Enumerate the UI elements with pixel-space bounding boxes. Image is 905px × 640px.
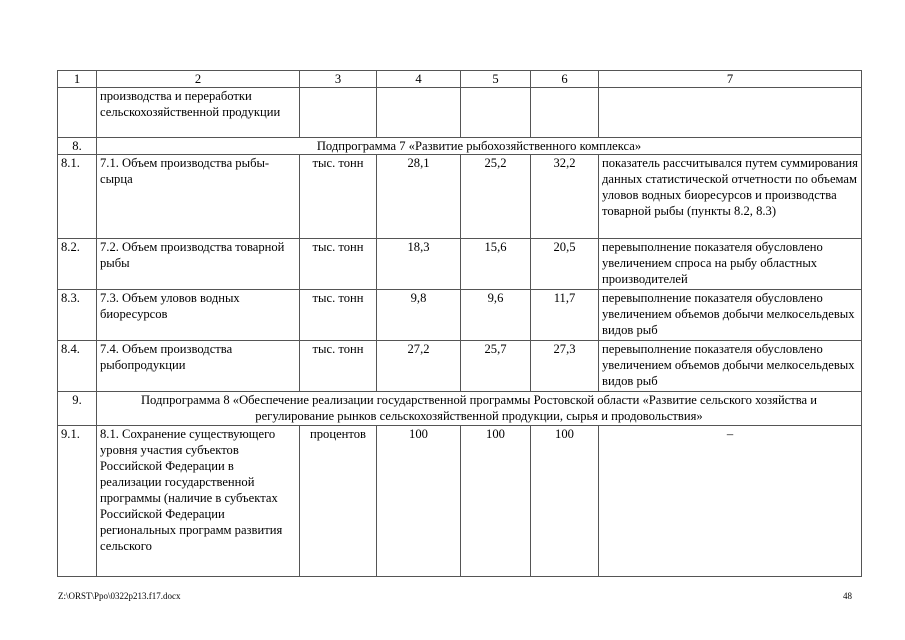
table-row: [58, 426, 862, 577]
header-cell: 1: [58, 71, 97, 88]
value-cell: 18,3: [377, 239, 461, 290]
section-number: 9.: [58, 392, 97, 426]
note-cell: перевыполнение показателя обусловлено увеличением объемов добычи мелкосельдевых видов рыб: [599, 290, 862, 341]
value-cell: 100: [531, 426, 599, 577]
header-row: [58, 71, 862, 88]
value-cell: 32,2: [531, 155, 599, 239]
section-number: 8.: [58, 138, 97, 155]
section-row: [58, 138, 862, 155]
value-cell: 9,8: [377, 290, 461, 341]
unit-cell: тыс. тонн: [300, 290, 377, 341]
value-cell: 15,6: [461, 239, 531, 290]
header-cell: 3: [300, 71, 377, 88]
note-cell: показатель рассчитывался путем суммирования данных статистической отчетности по объемам уловов водных биоресурсов и производства товарной рыбы (пункты 8.2, 8.3): [599, 155, 862, 239]
indicator-name: 8.1. Сохранение существующего уровня участия субъектов Российской Федерации в реализации государственной программы (наличие в субъектах Российской Федерации региональных программ развития сельского: [97, 426, 300, 577]
section-title: Подпрограмма 8 «Обеспечение реализации государственной программы Ростовской области «Развитие сельского хозяйства и регулирование рынков сельскохозяйственной продукции, сырья и продовольствия»: [97, 392, 862, 426]
row-number: 8.4.: [58, 341, 97, 392]
row-number: 8.1.: [58, 155, 97, 239]
file-path: Z:\ORST\Ppo\0322p213.f17.docx: [58, 591, 181, 601]
value-cell: 11,7: [531, 290, 599, 341]
row-number: 9.1.: [58, 426, 97, 577]
indicator-name: 7.2. Объем производства товарной рыбы: [97, 239, 300, 290]
header-cell: 6: [531, 71, 599, 88]
header-cell: 5: [461, 71, 531, 88]
value-cell: 25,2: [461, 155, 531, 239]
note-cell: перевыполнение показателя обусловлено увеличением объемов добычи мелкосельдевых видов рыб: [599, 341, 862, 392]
value-cell: 9,6: [461, 290, 531, 341]
row-number: [58, 88, 97, 138]
row-number: 8.3.: [58, 290, 97, 341]
value-cell: 28,1: [377, 155, 461, 239]
value-cell: 20,5: [531, 239, 599, 290]
unit-cell: тыс. тонн: [300, 341, 377, 392]
value-cell: 100: [377, 426, 461, 577]
section-row: [58, 392, 862, 426]
indicator-table: [57, 70, 862, 577]
header-cell: 4: [377, 71, 461, 88]
header-cell: 2: [97, 71, 300, 88]
table-row: [58, 290, 862, 341]
header-cell: 7: [599, 71, 862, 88]
value-cell: 27,3: [531, 341, 599, 392]
indicator-name: 7.1. Объем производства рыбы-сырца: [97, 155, 300, 239]
unit-cell: тыс. тонн: [300, 239, 377, 290]
indicator-name: производства и переработки сельскохозяйственной продукции: [97, 88, 300, 138]
note-cell: перевыполнение показателя обусловлено увеличением спроса на рыбу областных производителей: [599, 239, 862, 290]
indicator-name: 7.3. Объем уловов водных биоресурсов: [97, 290, 300, 341]
note-cell: –: [599, 426, 862, 577]
unit-cell: тыс. тонн: [300, 155, 377, 239]
value-cell: 100: [461, 426, 531, 577]
unit-cell: процентов: [300, 426, 377, 577]
value-cell: 25,7: [461, 341, 531, 392]
value-cell: 27,2: [377, 341, 461, 392]
table-row: [58, 239, 862, 290]
table-row: [58, 155, 862, 239]
section-title: Подпрограмма 7 «Развитие рыбохозяйственного комплекса»: [97, 138, 862, 155]
table-row: [58, 341, 862, 392]
row-number: 8.2.: [58, 239, 97, 290]
indicator-name: 7.4. Объем производства рыбопродукции: [97, 341, 300, 392]
page-number: 48: [843, 591, 852, 601]
table-row: [58, 88, 862, 138]
